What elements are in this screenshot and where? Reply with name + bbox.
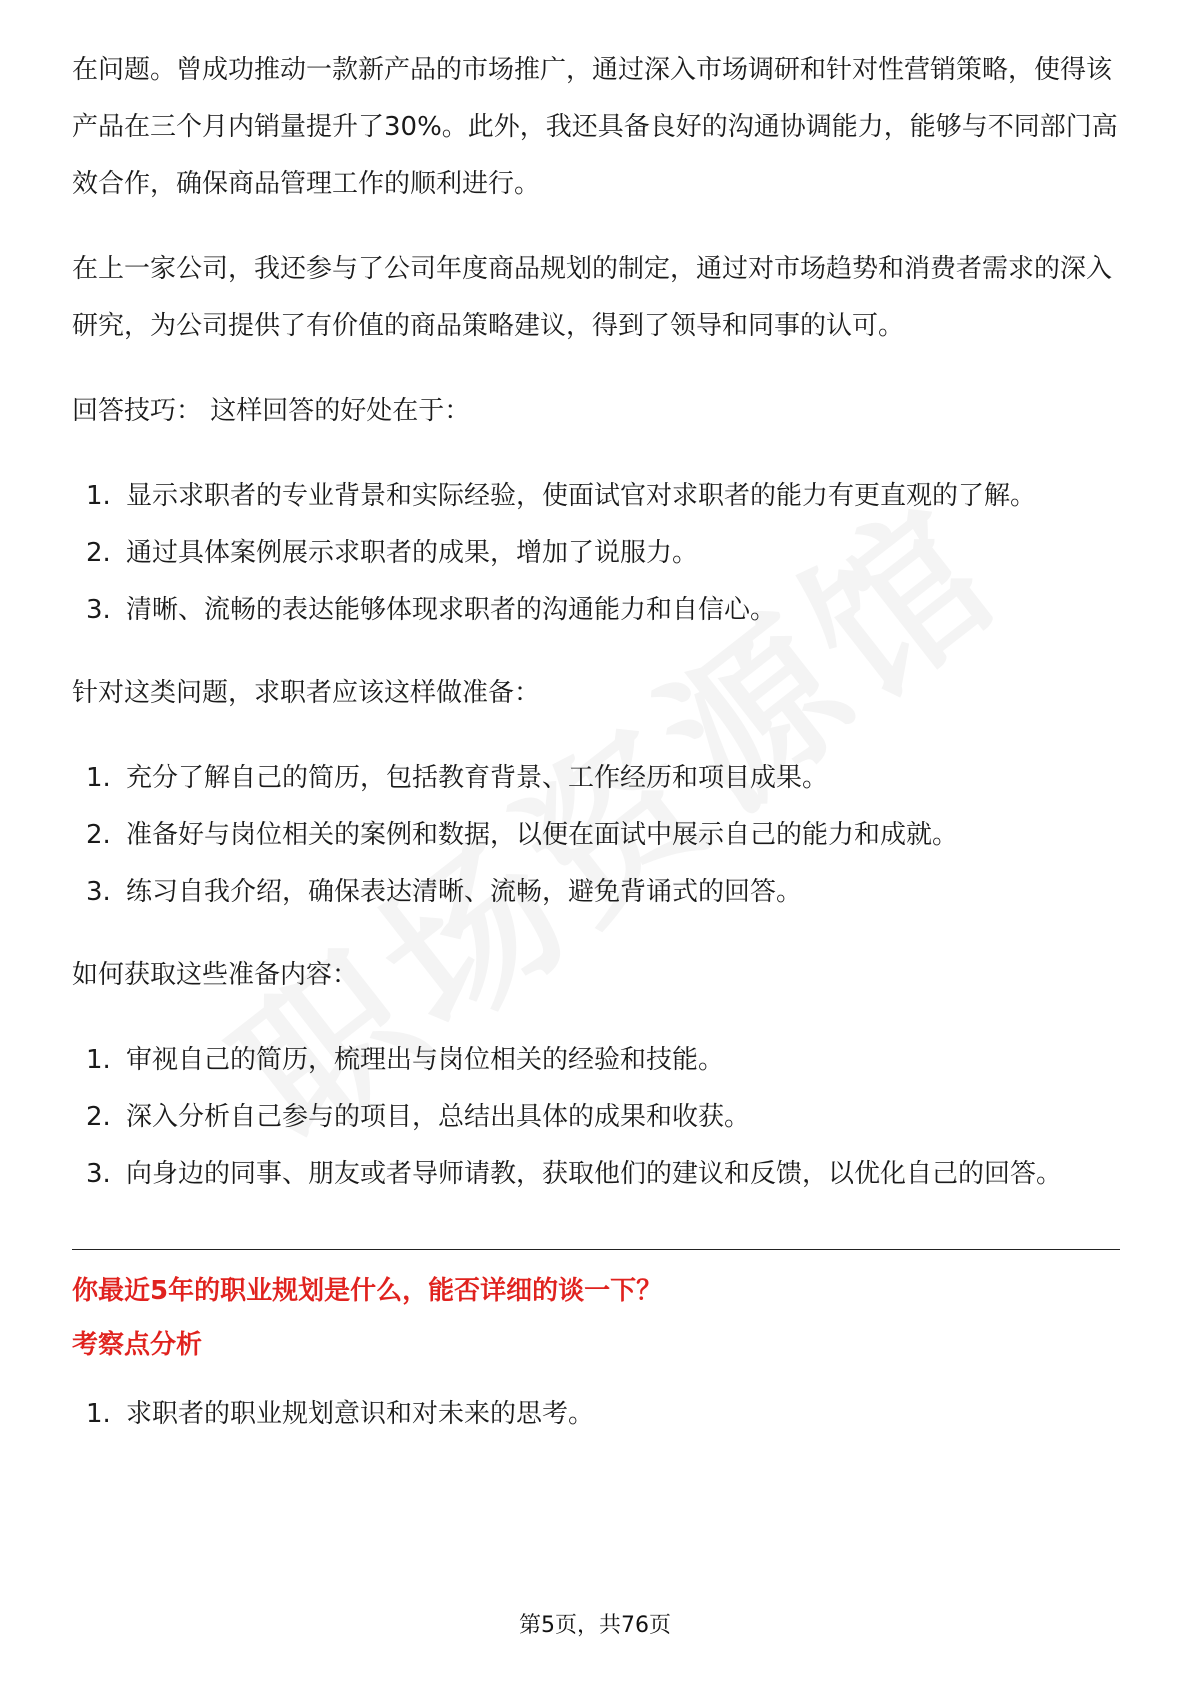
list-item-text: 通过具体案例展示求职者的成果，增加了说服力。 <box>126 538 699 568</box>
list-item <box>72 807 1120 864</box>
list-item-text: 向身边的同事、朋友或者导师请教，获取他们的建议和反馈，以优化自己的回答。 <box>126 1159 1063 1189</box>
list-item-text: 充分了解自己的简历，包括教育背景、工作经历和项目成果。 <box>126 763 829 793</box>
list-item-text: 练习自我介绍，确保表达清晰、流畅，避免背诵式的回答。 <box>126 877 803 907</box>
list-item-number: 1. <box>86 1045 111 1075</box>
list-item <box>72 1146 1120 1203</box>
page-number: 第5页，共76页 <box>519 1613 671 1638</box>
paragraph-how-to-obtain: 如何获取这些准备内容： <box>72 960 359 990</box>
question-title: 你最近5年的职业规划是什么，能否详细的谈一下？ <box>72 1276 663 1306</box>
list-item <box>72 1032 1120 1089</box>
list-item-text: 深入分析自己参与的项目，总结出具体的成果和收获。 <box>126 1102 751 1132</box>
list-item-number: 2. <box>86 1102 111 1132</box>
list-item-number: 3. <box>86 595 111 625</box>
list-item-text: 显示求职者的专业背景和实际经验，使面试官对求职者的能力有更直观的了解。 <box>126 481 1037 511</box>
list-item-number: 1. <box>86 1399 111 1429</box>
list-obtain-steps <box>72 1032 1120 1203</box>
paragraph-preparation: 针对这类问题，求职者应该这样做准备： <box>72 678 541 708</box>
list-item-number: 3. <box>86 1159 111 1189</box>
paragraph-company: 在上一家公司，我还参与了公司年度商品规划的制定，通过对市场趋势和消费者需求的深入研究，为公司提供了有价值的商品策略建议，得到了领导和同事的认可。 <box>72 254 1113 341</box>
paragraph-intro: 在问题。曾成功推动一款新产品的市场推广，通过深入市场调研和针对性营销策略，使得该产品在三个月内销量提升了30%。此外，我还具备良好的沟通协调能力，能够与不同部门高效合作，确保商品管理工作的顺利进行。 <box>72 55 1118 199</box>
list-item-number: 2. <box>86 820 111 850</box>
list-item-text: 审视自己的简历，梳理出与岗位相关的经验和技能。 <box>126 1045 725 1075</box>
list-item-number: 1. <box>86 481 111 511</box>
analysis-heading: 考察点分析 <box>72 1330 203 1360</box>
section-divider <box>72 1249 1120 1250</box>
list-preparation-steps <box>72 750 1120 921</box>
list-item <box>72 750 1120 807</box>
paragraph-answer-tips: 回答技巧： 这样回答的好处在于： <box>72 396 471 426</box>
list-item-text: 清晰、流畅的表达能够体现求职者的沟通能力和自信心。 <box>126 595 777 625</box>
list-item-number: 3. <box>86 877 111 907</box>
list-item <box>72 864 1120 921</box>
list-analysis-points <box>72 1386 1120 1443</box>
list-item-text: 准备好与岗位相关的案例和数据，以便在面试中展示自己的能力和成就。 <box>126 820 959 850</box>
list-item <box>72 1386 1120 1443</box>
list-answer-benefits <box>72 468 1120 639</box>
list-item <box>72 1089 1120 1146</box>
list-item <box>72 468 1120 525</box>
list-item <box>72 525 1120 582</box>
list-item-number: 1. <box>86 763 111 793</box>
page-content <box>72 42 1120 1469</box>
list-item <box>72 582 1120 639</box>
list-item-number: 2. <box>86 538 111 568</box>
list-item-text: 求职者的职业规划意识和对未来的思考。 <box>126 1399 595 1429</box>
